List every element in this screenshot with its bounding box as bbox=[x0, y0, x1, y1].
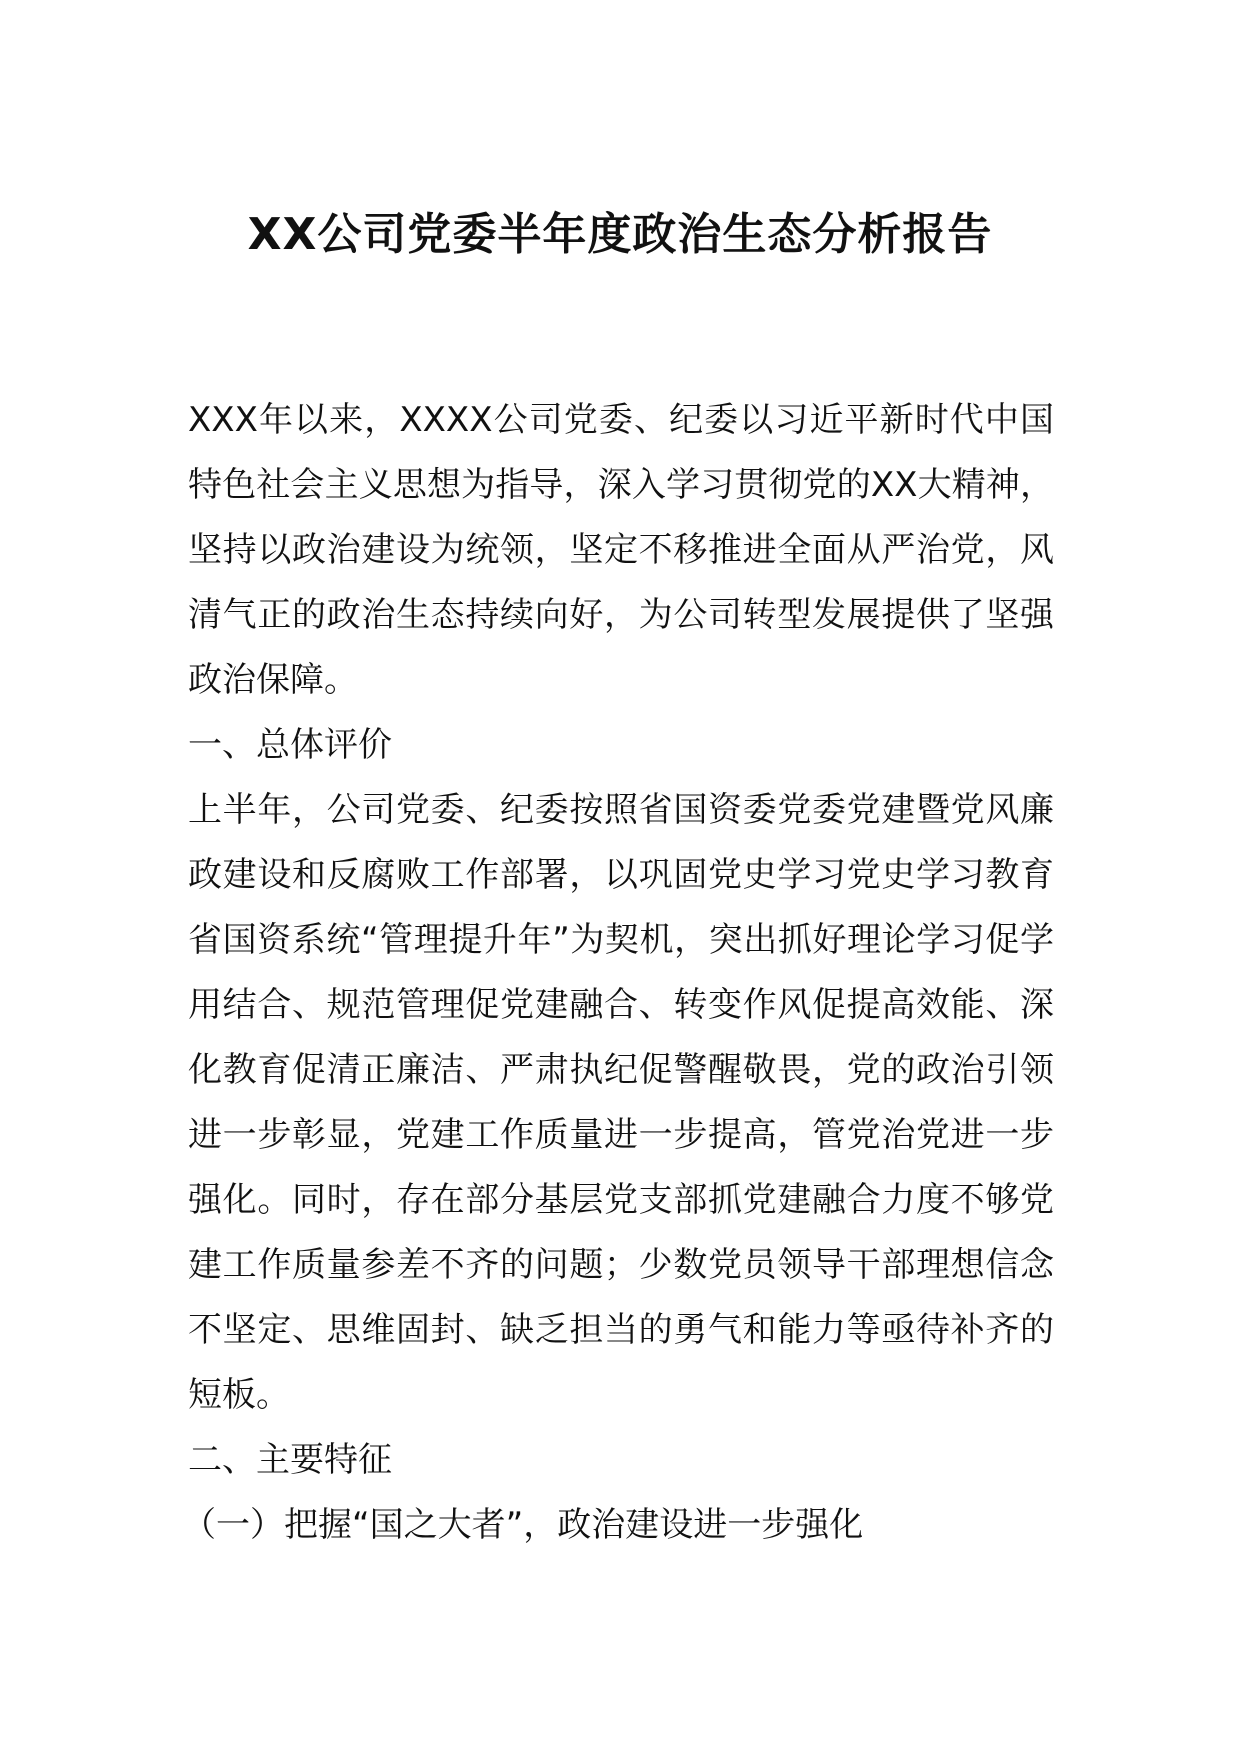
section-heading-overall-evaluation: 一、总体评价 bbox=[188, 725, 392, 765]
subsection-heading-political-construction: （一）把握“国之大者”，政治建设进一步强化 bbox=[182, 1505, 864, 1545]
section-paragraph-overall-evaluation: 上半年，公司党委、纪委按照省国资委党委党建暨党风廉政建设和反腐败工作部署，以巩固党史学习党史学习教育省国资系统“管理提升年”为契机，突出抓好理论学习促学用结合、规范管理促党建融合、转变作风促提高效能、深化教育促清正廉洁、严肃执纪促警醒敬畏，党的政治引领进一步彰显，党建工作质量进一步提高，管党治党进一步强化。同时，存在部分基层党支部抓党建融合力度不够党建工作质量参差不齐的问题；少数党员领导干部理想信念不坚定、思维固封、缺乏担当的勇气和能力等亟待补齐的短板。 bbox=[188, 790, 1054, 1415]
intro-paragraph: XXX年以来，XXXX公司党委、纪委以习近平新时代中国特色社会主义思想为指导，深入学习贯彻党的XX大精神，坚持以政治建设为统领，坚定不移推进全面从严治党，风清气正的政治生态持续向好，为公司转型发展提供了坚强政治保障。 bbox=[188, 400, 1054, 700]
document-title: XX公司党委半年度政治生态分析报告 bbox=[247, 209, 993, 260]
section-heading-main-features: 二、主要特征 bbox=[188, 1440, 392, 1480]
document-body bbox=[182, 388, 1054, 1558]
